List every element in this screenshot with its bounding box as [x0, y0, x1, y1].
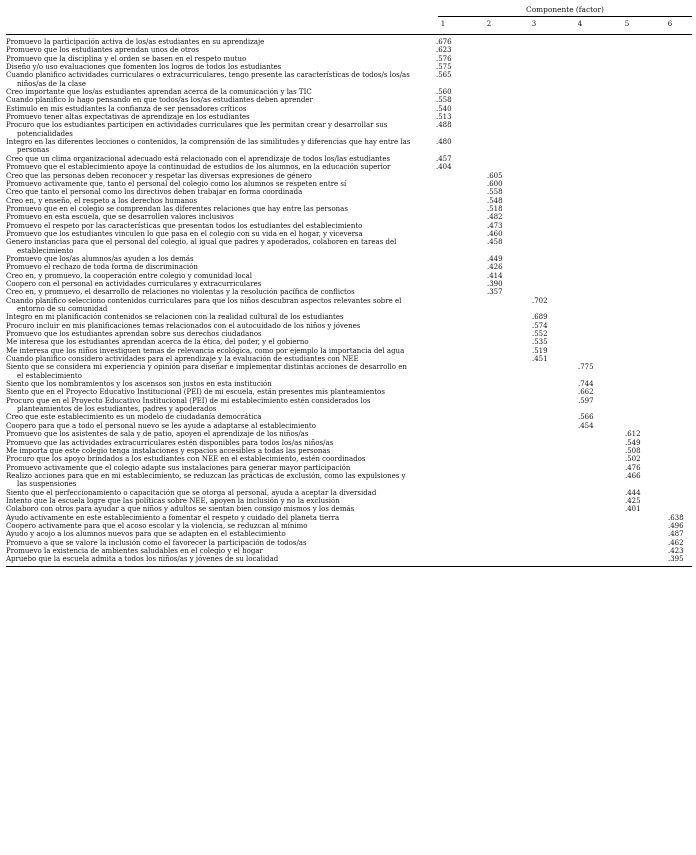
- loading-value: .575: [436, 63, 452, 72]
- item-text: Procuro incluir en mis planificaciones temas relacionados con el autocuidado de los niños y jóvenes: [6, 321, 361, 330]
- item-text: Me importa que este colegio tenga instalaciones y espacios accesibles a todas las personas: [6, 446, 331, 455]
- item-text: Promuevo que los estudiantes vinculen lo que pasa en el colegio con su vida en el hogar, y viceversa: [6, 229, 363, 238]
- column-number-4: 4: [577, 20, 583, 28]
- table-header: [6, 0, 692, 34]
- item-text: Promuevo que los/as alumnos/as ayuden a los demás: [6, 254, 194, 263]
- item-text: Promuevo que las actividades extracurriculares estén disponibles para todos los/as niños/as: [6, 438, 334, 447]
- loading-value: .395: [668, 555, 684, 564]
- loading-value: .638: [668, 513, 684, 522]
- table-row: [6, 138, 692, 155]
- item-text: Creo que un clima organizacional adecuado está relacionado con el aprendizaje de todos los/las estudiantes: [6, 154, 391, 163]
- item-text: Creo en, y enseño, el respeto a los derechos humanos: [6, 196, 198, 205]
- table-row: [6, 213, 692, 221]
- table-row: [6, 288, 692, 296]
- table-row: [6, 547, 692, 555]
- item-text: Creo en, y promuevo, el desarrollo de relaciones no violentas y la resolución pacífica de conflictos: [6, 288, 355, 297]
- loading-value: .476: [625, 463, 641, 472]
- item-text: Colaboro con otros para ayudar a que niños y adultos se sientan bien consigo mismos y los demás: [6, 505, 355, 514]
- loading-value: .576: [436, 54, 452, 63]
- loading-value: .558: [487, 188, 503, 197]
- item-cell: [6, 355, 412, 363]
- loading-value: .458: [487, 238, 503, 247]
- loading-value: .662: [578, 388, 594, 397]
- item-cell: [6, 505, 412, 513]
- item-cell: [6, 113, 412, 121]
- loading-value: .600: [487, 179, 503, 188]
- item-text: Promuevo que los estudiantes aprendan unos de otros: [6, 46, 199, 55]
- table-row: [6, 105, 692, 113]
- header-rule: [438, 16, 692, 17]
- loading-value: .605: [487, 171, 503, 180]
- loading-value: .676: [436, 38, 452, 46]
- loading-value: .702: [532, 296, 548, 305]
- item-cell: [6, 455, 412, 463]
- item-cell: [6, 447, 412, 455]
- table-row: [6, 322, 692, 330]
- table-row: [6, 121, 692, 138]
- item-text: Promuevo el respeto por las características que presentan todos los estudiantes del establecimiento: [6, 221, 363, 230]
- table-row: [6, 113, 692, 121]
- item-cell: [6, 397, 412, 414]
- loading-value: .454: [578, 421, 594, 430]
- table-row: [6, 172, 692, 180]
- loading-value: .457: [436, 154, 452, 163]
- table-row: [6, 63, 692, 71]
- table-row: [6, 280, 692, 288]
- item-text: Promuevo que el establecimiento apoye la continuidad de estudios de los alumnos, en la educación superior: [6, 163, 391, 172]
- loading-value: .540: [436, 104, 452, 113]
- loading-value: .462: [668, 538, 684, 547]
- table-row: [6, 555, 692, 563]
- table-row: [6, 180, 692, 188]
- item-text: Creo importante que los/as estudiantes aprendan acerca de la comunicación y las TIC: [6, 88, 312, 97]
- item-cell: [6, 46, 412, 54]
- item-cell: [6, 497, 412, 505]
- column-number-1: 1: [440, 20, 446, 28]
- table-row: [6, 363, 692, 380]
- item-text: Promuevo la existencia de ambientes saludables en el colegio y el hogar: [6, 546, 263, 555]
- item-cell: [6, 105, 412, 113]
- item-text: Promuevo el rechazo de toda forma de discriminación: [6, 263, 198, 272]
- table-row: [6, 96, 692, 104]
- item-text: Promuevo a que se valore la inclusión como el favorecer la participación de todos/as: [6, 538, 307, 547]
- table-row: [6, 222, 692, 230]
- item-cell: [6, 489, 412, 497]
- table-row: [6, 439, 692, 447]
- loading-value: .480: [436, 138, 452, 147]
- table-row: [6, 297, 692, 314]
- item-text: Ayudo y acojo a los alumnos nuevos para que se adapten en el establecimiento: [6, 530, 286, 539]
- item-text: Apruebo que la escuela admita a todos los niños/as y jóvenes de su localidad: [6, 555, 279, 564]
- loading-value: .513: [436, 113, 452, 122]
- item-cell: [6, 514, 412, 522]
- table-row: [6, 88, 692, 96]
- item-text: Estimulo en mis estudiantes la confianza de ser pensadores críticos: [6, 104, 247, 113]
- item-text: Realizo acciones para que en mi establecimiento, se reduzcan las prácticas de exclusión, como las expulsiones y las suspensiones: [6, 471, 406, 489]
- loading-value: .404: [436, 163, 452, 172]
- component-header: Componente (factor): [526, 5, 604, 14]
- table-row: [6, 497, 692, 505]
- item-text: Diseño y/o uso evaluaciones que fomenten los logros de todos los estudiantes: [6, 63, 282, 72]
- loading-value: .425: [625, 496, 641, 505]
- table-row: [6, 155, 692, 163]
- loading-value: .502: [625, 455, 641, 464]
- item-cell: [6, 313, 412, 321]
- loading-value: .560: [436, 88, 452, 97]
- item-text: Procuro que en el Proyecto Educativo Institucional (PEI) de mi establecimiento estén considerados los planteamientos de los estudiantes, padres y apoderados: [6, 396, 371, 414]
- table-row: [6, 522, 692, 530]
- table-row: [6, 530, 692, 538]
- item-cell: [6, 263, 412, 271]
- item-cell: [6, 413, 412, 421]
- item-cell: [6, 330, 412, 338]
- item-text: Siento que en el Proyecto Educativo Institucional (PEI) de mi escuela, están presentes mis planteamientos: [6, 388, 385, 397]
- table-row: [6, 447, 692, 455]
- item-cell: [6, 522, 412, 530]
- table-row: [6, 539, 692, 547]
- item-cell: [6, 430, 412, 438]
- loading-value: .565: [436, 71, 452, 80]
- table-row: [6, 472, 692, 489]
- item-cell: [6, 297, 412, 314]
- item-text: Creo que tanto el personal como los directivos deben trabajar en forma coordinada: [6, 188, 303, 197]
- item-cell: [6, 96, 412, 104]
- table-row: [6, 205, 692, 213]
- item-text: Promuevo tener altas expectativas de aprendizaje en los estudiantes: [6, 113, 250, 122]
- table-row: [6, 455, 692, 463]
- factor-loadings-table: [6, 0, 692, 564]
- item-cell: [6, 63, 412, 71]
- loading-value: .466: [625, 471, 641, 480]
- column-number-2: 2: [486, 20, 492, 28]
- loading-value: .574: [532, 321, 548, 330]
- item-cell: [6, 272, 412, 280]
- table-row: [6, 188, 692, 196]
- item-text: Promuevo que los asistentes de sala y de patio, apoyen el aprendizaje de los niños/as: [6, 430, 309, 439]
- item-text: Siento que se considera mi experiencia y opinión para diseñar e implementar distintas acciones de desarrollo en el establecimiento: [6, 363, 407, 380]
- item-cell: [6, 338, 412, 346]
- item-cell: [6, 322, 412, 330]
- item-cell: [6, 255, 412, 263]
- item-cell: [6, 205, 412, 213]
- item-text: Intento que la escuela logre que las políticas sobre NEE, apoyen la inclusión y no la exclusión: [6, 496, 340, 505]
- item-cell: [6, 138, 412, 155]
- item-text: Integro en mi planificación contenidos se relacionen con la realidad cultural de los estudiantes: [6, 313, 344, 322]
- item-cell: [6, 380, 412, 388]
- item-text: Cuando planifico actividades curriculares o extracurriculares, tengo presente las características de todos/s los/as niños/as de la clase: [6, 71, 410, 88]
- item-cell: [6, 388, 412, 396]
- item-cell: [6, 530, 412, 538]
- item-text: Coopero activamente para que el acoso escolar y la violencia, se reduzcan al mínimo: [6, 521, 308, 530]
- table-row: [6, 330, 692, 338]
- table-row: [6, 388, 692, 396]
- item-cell: [6, 163, 412, 171]
- loading-value: .744: [578, 380, 594, 389]
- table-row: [6, 489, 692, 497]
- loading-value: .552: [532, 330, 548, 339]
- table-row: [6, 430, 692, 438]
- item-text: Creo que este establecimiento es un modelo de ciudadanía democrática: [6, 413, 262, 422]
- table-row: [6, 422, 692, 430]
- item-cell: [6, 363, 412, 380]
- table-row: [6, 313, 692, 321]
- table-row: [6, 46, 692, 54]
- loading-value: .612: [625, 430, 641, 439]
- item-cell: [6, 555, 412, 563]
- table-row: [6, 505, 692, 513]
- table-row: [6, 380, 692, 388]
- item-cell: [6, 71, 412, 88]
- item-text: Siento que los nombramientos y los ascensos son justos en esta institución: [6, 380, 272, 389]
- item-cell: [6, 288, 412, 296]
- item-cell: [6, 172, 412, 180]
- table-row: [6, 263, 692, 271]
- item-cell: [6, 121, 412, 138]
- item-text: Me interesa que los estudiantes aprendan acerca de la ética, del poder, y el gobierno: [6, 338, 309, 347]
- loading-value: .390: [487, 279, 503, 288]
- item-cell: [6, 38, 412, 46]
- table-body: [6, 38, 692, 564]
- item-cell: [6, 222, 412, 230]
- item-cell: [6, 188, 412, 196]
- item-text: Genero instancias para que el personal del colegio, al igual que padres y apoderados, colaboren en tareas del establecimiento: [6, 238, 397, 255]
- item-cell: [6, 213, 412, 221]
- column-number-6: 6: [667, 20, 673, 28]
- loading-value: .414: [487, 271, 503, 280]
- loading-value: .548: [487, 196, 503, 205]
- table-row: [6, 338, 692, 346]
- table-row: [6, 163, 692, 171]
- item-text: Promuevo la participación activa de los/as estudiantes en su aprendizaje: [6, 38, 265, 46]
- loading-value: .689: [532, 313, 548, 322]
- loading-value: .518: [487, 204, 503, 213]
- loading-value: .444: [625, 488, 641, 497]
- table-row: [6, 514, 692, 522]
- loading-value: .488: [436, 121, 452, 130]
- item-cell: [6, 347, 412, 355]
- item-cell: [6, 180, 412, 188]
- loading-value: .487: [668, 530, 684, 539]
- item-text: Creo en, y promuevo, la cooperación entre colegio y comunidad local: [6, 271, 252, 280]
- loading-value: .549: [625, 438, 641, 447]
- item-cell: [6, 88, 412, 96]
- table-row: [6, 413, 692, 421]
- column-number-5: 5: [624, 20, 630, 28]
- table-row: [6, 397, 692, 414]
- table-row: [6, 272, 692, 280]
- item-text: Ayudo activamente en este establecimiento a fomentar el respeto y cuidado del planeta tierra: [6, 513, 340, 522]
- item-text: Promuevo que en el colegio se comprendan las diferentes relaciones que hay entre las personas: [6, 204, 348, 213]
- table-row: [6, 71, 692, 88]
- loading-value: .482: [487, 213, 503, 222]
- loading-value: .423: [668, 546, 684, 555]
- loading-value: .519: [532, 346, 548, 355]
- loading-value: .357: [487, 288, 503, 297]
- table-row: [6, 355, 692, 363]
- item-text: Creo que las personas deben reconocer y respetar las diversas expresiones de género: [6, 171, 312, 180]
- item-cell: [6, 547, 412, 555]
- table-row: [6, 347, 692, 355]
- item-text: Procuro que los estudiantes participen en actividades curriculares que les permitan crear y desarrollar sus potencialidades: [6, 121, 388, 138]
- item-cell: [6, 155, 412, 163]
- item-text: Cuando planifico considero actividades para el aprendizaje y la evaluación de estudiantes con NEE: [6, 355, 359, 364]
- item-text: Cuando planifico lo hago pensando en que todos/as los/as estudiantes deben aprender: [6, 96, 313, 105]
- loading-value: .597: [578, 396, 594, 405]
- item-cell: [6, 539, 412, 547]
- item-cell: [6, 439, 412, 447]
- item-cell: [6, 280, 412, 288]
- table-row: [6, 55, 692, 63]
- item-text: Promuevo activamente que el colegio adapte sus instalaciones para generar mayor participación: [6, 463, 351, 472]
- loading-value: .623: [436, 46, 452, 55]
- table-row: [6, 464, 692, 472]
- item-text: Promuevo que la disciplina y el orden se basen en el respeto mutuo: [6, 54, 247, 63]
- item-cell: [6, 55, 412, 63]
- loading-value: .449: [487, 254, 503, 263]
- table-row: [6, 238, 692, 255]
- item-text: Promuevo que los estudiantes aprendan sobre sus derechos ciudadanos: [6, 330, 262, 339]
- table-row: [6, 197, 692, 205]
- item-text: Siento que el perfeccionamiento o capacitación que se otorga al personal, ayuda a aceptar la diversidad: [6, 488, 377, 497]
- table-row: [6, 255, 692, 263]
- item-text: Coopero para que a todo el personal nuevo se les ayude a adaptarse al establecimiento: [6, 421, 316, 430]
- loading-value: .451: [532, 355, 548, 364]
- loading-value: .401: [625, 505, 641, 514]
- item-text: Me interesa que los niños investiguen temas de relevancia ecológica, como por ejemplo la importancia del agua: [6, 346, 405, 355]
- item-text: Cuando planifico selecciono contenidos curriculares para que los niños descubran aspectos relevantes sobre el entorno de su comunidad: [6, 296, 402, 313]
- item-text: Coopero con el personal en actividades curriculares y extracurriculares: [6, 279, 262, 288]
- item-cell: [6, 472, 412, 489]
- loading-value: .535: [532, 338, 548, 347]
- table-row: [6, 230, 692, 238]
- item-text: Promuevo activamente que, tanto el personal del colegio como los alumnos se respeten entre sí: [6, 179, 347, 188]
- loading-value: .508: [625, 446, 641, 455]
- loading-value: .473: [487, 221, 503, 230]
- header-bottom-rule: [6, 34, 692, 35]
- item-cell: [6, 422, 412, 430]
- loading-value: .558: [436, 96, 452, 105]
- item-text: Promuevo en esta escuela, que se desarrollen valores inclusivos: [6, 213, 234, 222]
- loading-value: .775: [578, 363, 594, 372]
- column-number-3: 3: [531, 20, 537, 28]
- table-bottom-rule: [6, 566, 692, 567]
- item-cell: [6, 238, 412, 255]
- loading-value: .496: [668, 521, 684, 530]
- item-cell: [6, 197, 412, 205]
- loading-value: .426: [487, 263, 503, 272]
- loading-value: .566: [578, 413, 594, 422]
- item-cell: [6, 230, 412, 238]
- loading-value: .460: [487, 229, 503, 238]
- item-cell: [6, 464, 412, 472]
- item-text: Procuro que los apoyo brindados a los estudiantes con NEE en el establecimiento, estén coordinados: [6, 455, 366, 464]
- item-text: Integro en las diferentes lecciones o contenidos, la comprensión de las similitudes y diferencias que hay entre las personas: [6, 138, 411, 155]
- table-row: [6, 38, 692, 46]
